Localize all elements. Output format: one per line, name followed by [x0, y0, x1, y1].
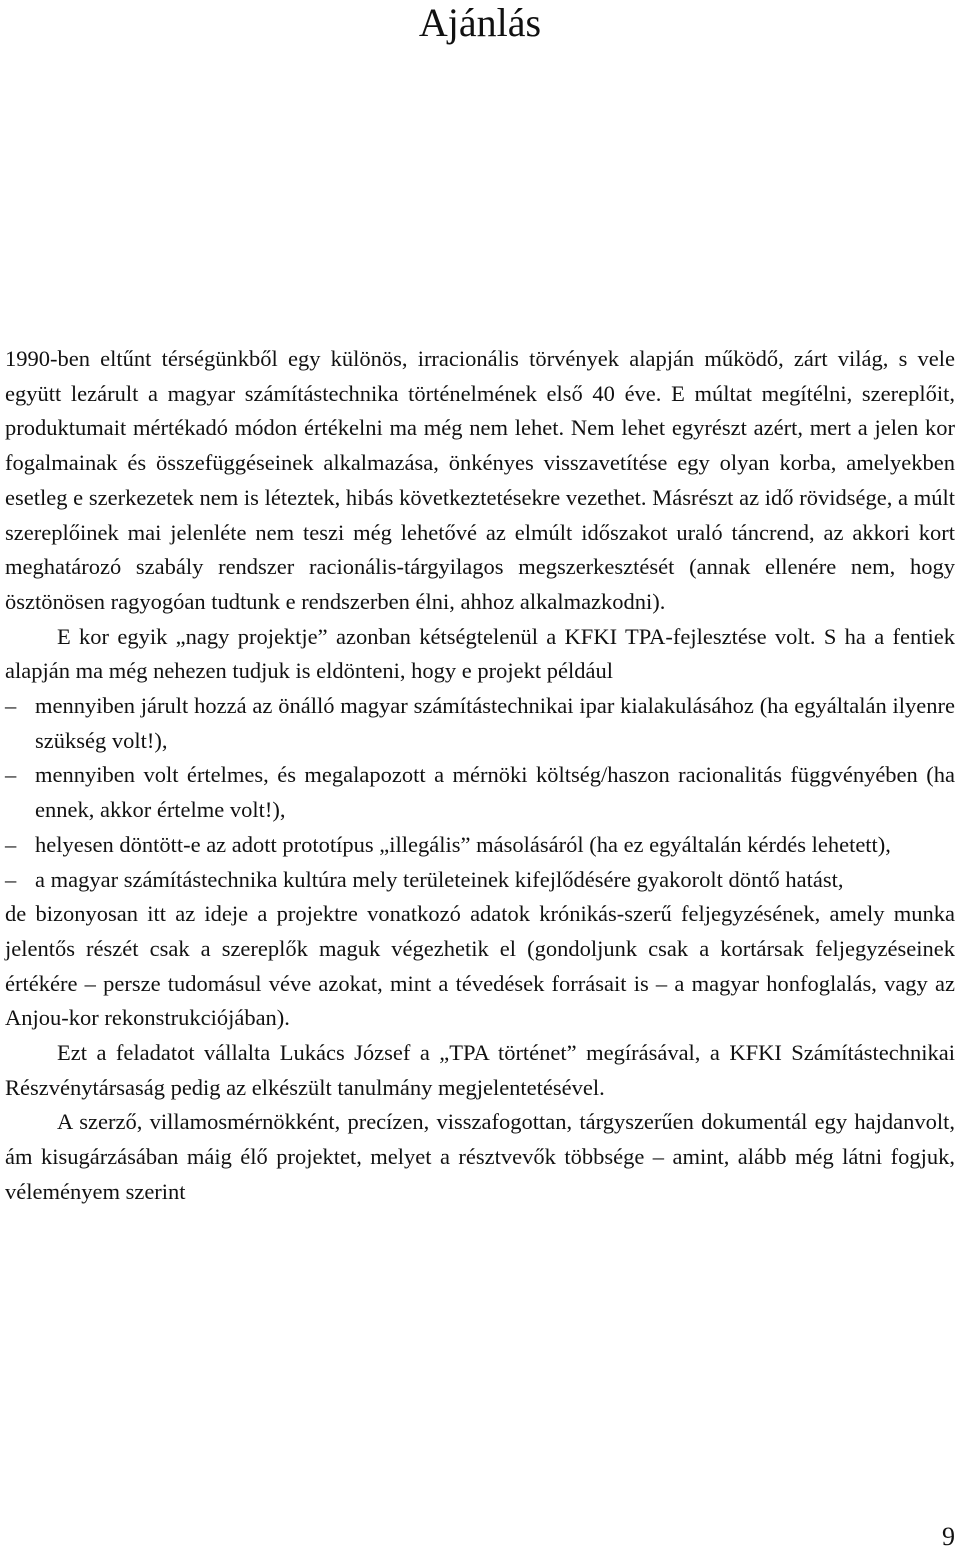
- list-item-text: mennyiben volt értelmes, és megalapozott a mérnöki költség/haszon racionalitás függvényében (ha ennek, akkor értelme volt!),: [35, 762, 955, 823]
- list-item-text: mennyiben járult hozzá az önálló magyar számítástechnikai ipar kialakulásához (ha egyáltalán ilyenre szükség volt!),: [35, 693, 955, 753]
- list-item: [5, 689, 955, 758]
- paragraph-4: Ezt a feladatot vállalta Lukács József a „TPA történet” megírásával, a KFKI Számítástechnikai Részvénytársaság pedig az elkészült tanulmány megjelentetésével.: [5, 1040, 955, 1100]
- dash-list: [5, 689, 955, 897]
- list-item: [5, 828, 955, 863]
- page-title: Ajánlás: [418, 0, 542, 45]
- paragraph-2: E kor egyik „nagy projektje” azonban kétségtelenül a KFKI TPA-fejlesztése volt. S ha a fentiek alapján ma még nehezen tudjuk is eldönteni, hogy e projekt például: [5, 623, 955, 684]
- paragraph-1: 1990-ben eltűnt térségünkből egy különös, irracionális törvények alapján működő, zárt világ, s vele együtt lezárult a magyar számítástechnika történelmének első 40 éve. E múltat megítélni, szereplőit, produktumait mértékadó módon értékelni ma még nem lehet. Nem lehet egyrészt azért, mert a jelen kor fogalmainak és összefüggéseinek alkalmazása, önkényes visszavetítése egy olyan korba, amelyekben esetleg e szerkezetek nem is léteztek, hibás következtetésekre vezethet. Másrészt az idő rövidsége, a múlt szereplőinek mai jelenléte nem teszi még lehetővé az elmúlt időszakot uraló táncrend, az akkori kort meghatározó szabály rendszer racionális-tárgyilagos megszerkesztését (annak ellenére nem, hogy ösztönösen ragyogóan tudtunk e rendszerben élni, ahhoz alkalmazkodni).: [5, 346, 955, 614]
- page-number: 9: [942, 1522, 955, 1551]
- dash-bullet: –: [5, 762, 17, 788]
- dash-bullet: –: [5, 866, 17, 892]
- list-item: [5, 863, 955, 898]
- list-item: [5, 758, 955, 827]
- dash-bullet: –: [5, 693, 17, 719]
- list-item-text: a magyar számítástechnika kultúra mely területeinek kifejlődésére gyakorolt döntő hatást,: [35, 866, 844, 892]
- list-item-text: helyesen döntött-e az adott prototípus „illegális” másolásáról (ha ez egyáltalán kérdés lehetett),: [35, 831, 891, 857]
- dash-bullet: –: [5, 831, 17, 857]
- paragraph-5: A szerző, villamosmérnökként, precízen, visszafogottan, tárgyszerűen dokumentál egy hajdanvolt, ám kisugárzásában máig élő projektet, melyet a résztvevők többsége – amint, alább még látni fogjuk, véleményem szerint: [5, 1109, 955, 1204]
- body-text: [5, 342, 955, 1210]
- paragraph-3: de bizonyosan itt az ideje a projektre vonatkozó adatok krónikás-szerű feljegyzésének, amely munka jelentős részét csak a szereplők maguk végezhetik el (gondoljunk csak a kortársak feljegyzéseinek értékére – persze tudomásul véve azokat, mint a tévedések forrásait is – a magyar honfoglalás, vagy az Anjou-kor rekonstrukciójában).: [5, 901, 955, 1031]
